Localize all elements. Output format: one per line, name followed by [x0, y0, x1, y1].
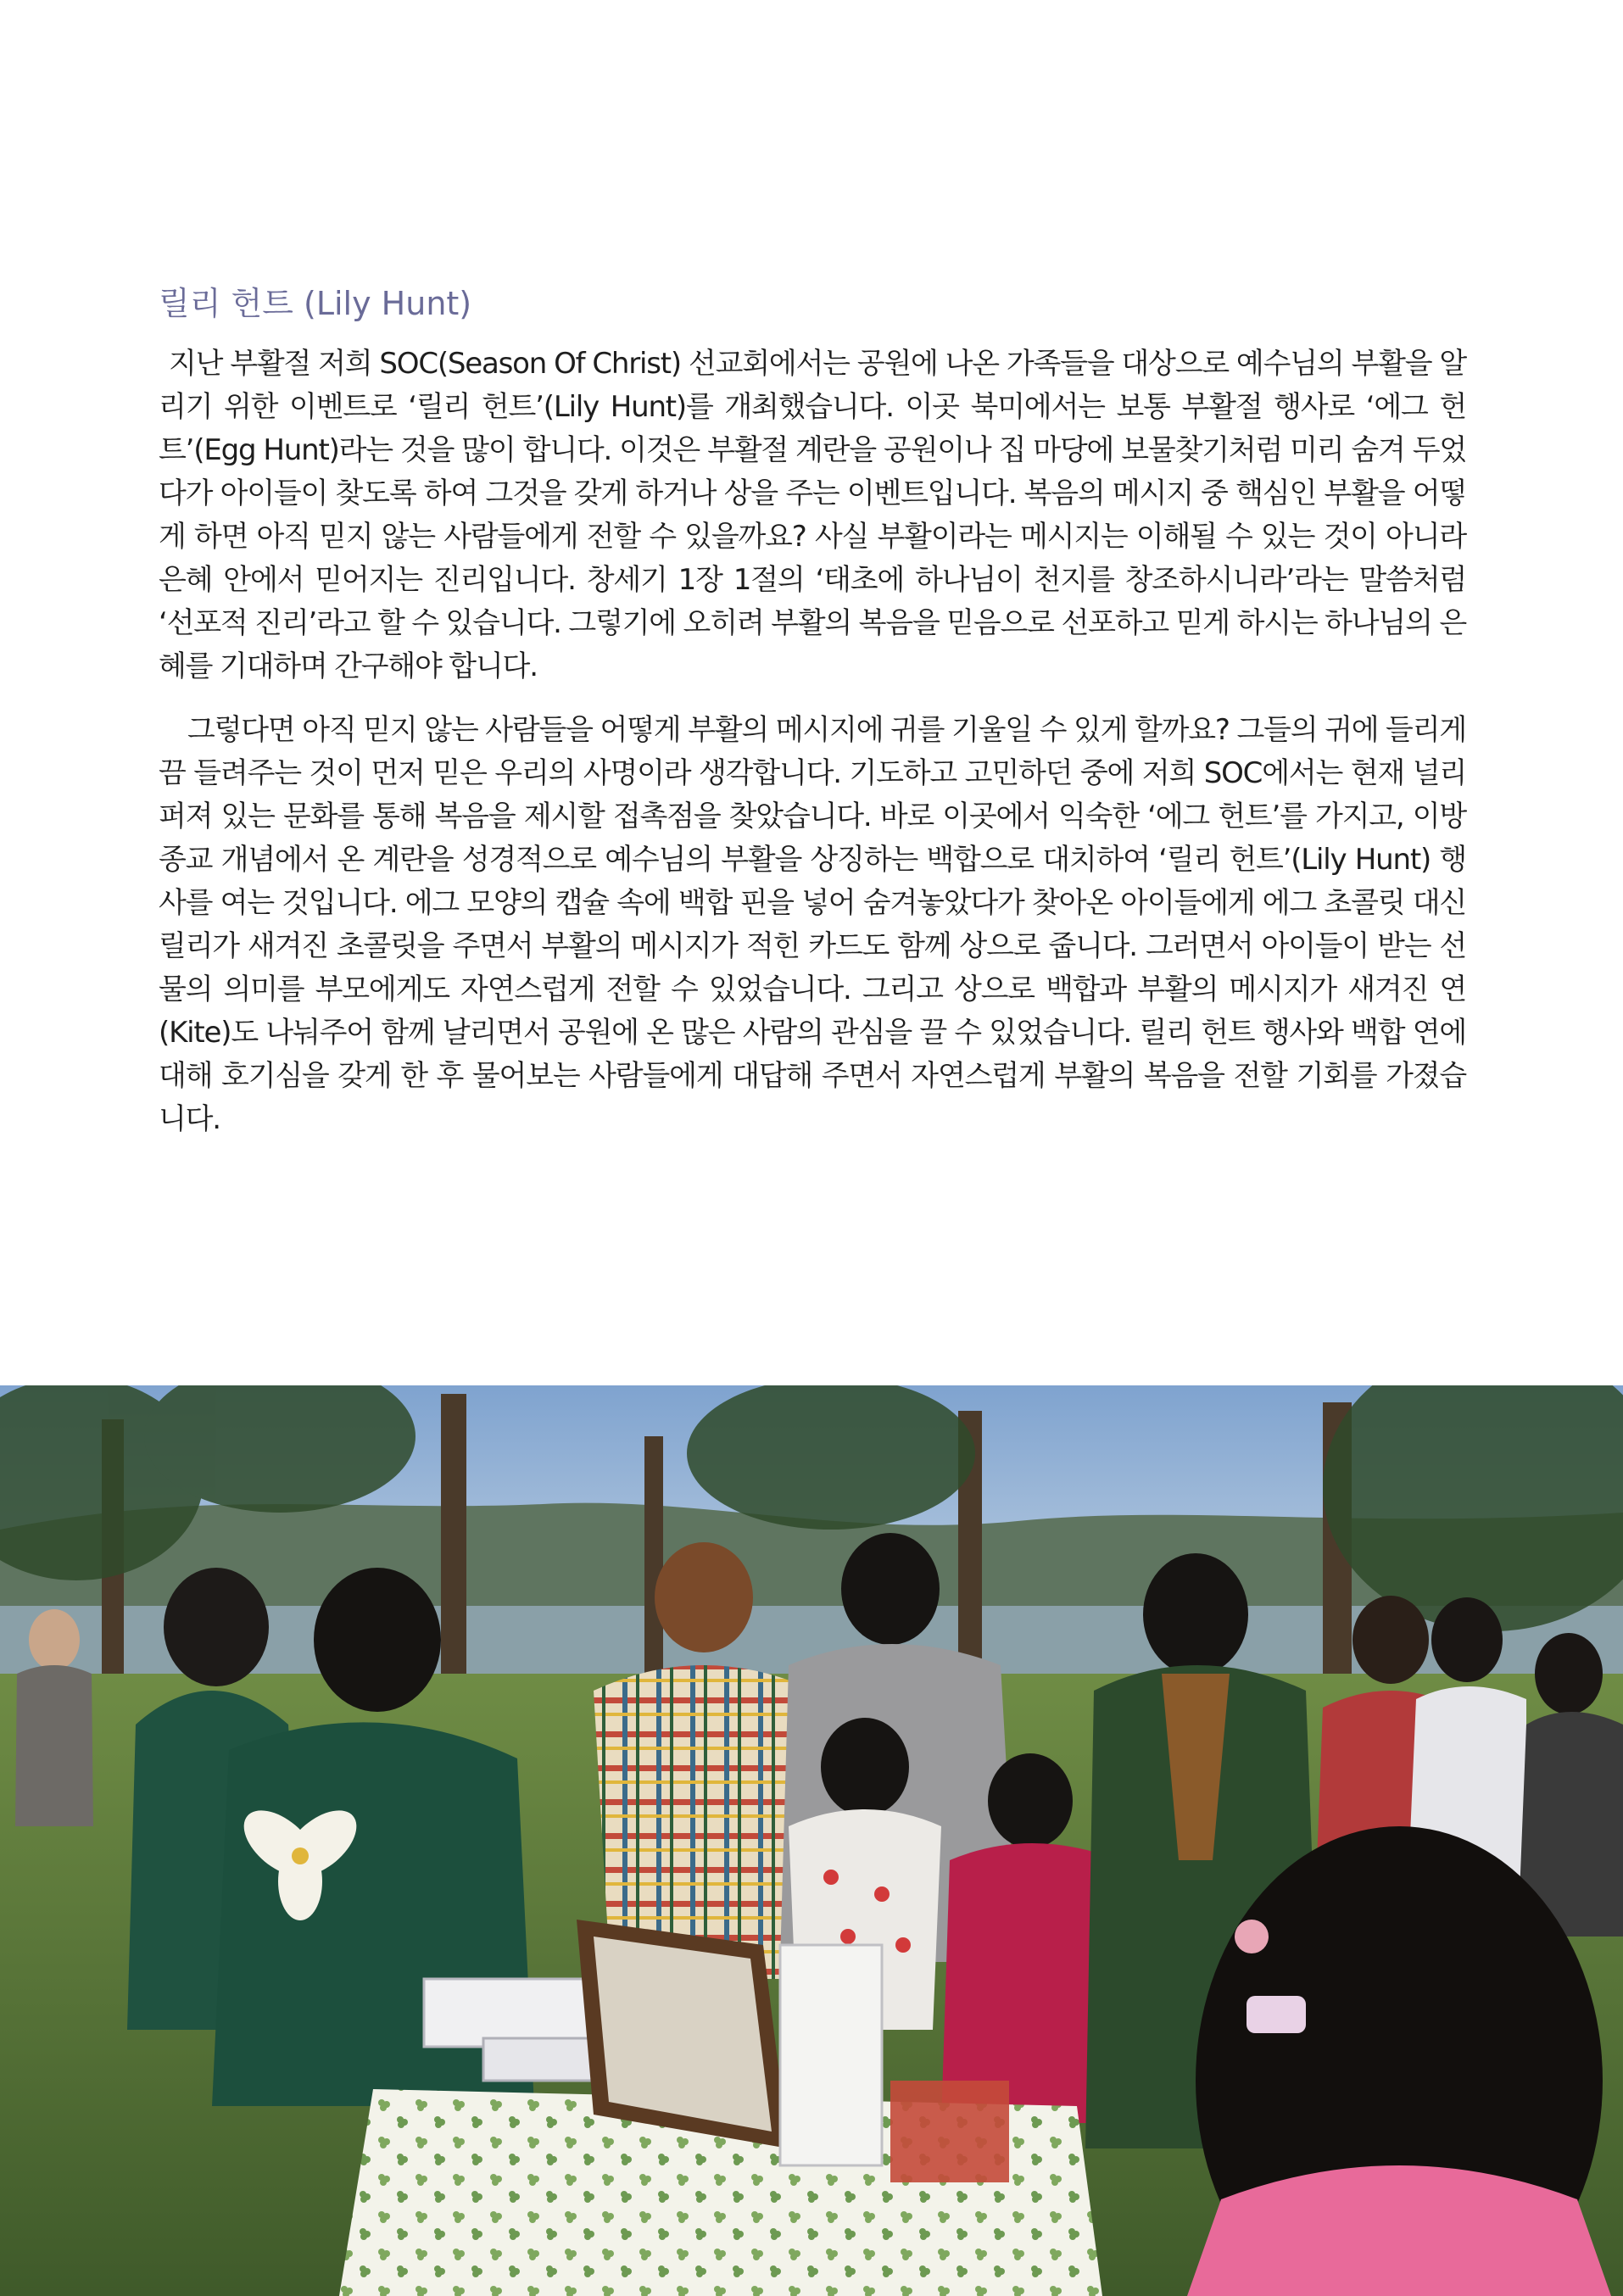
article [159, 280, 1466, 1162]
event-photo-illustration [0, 1385, 1623, 2296]
event-photo [0, 1385, 1623, 2296]
article-paragraph-2: 그렇다면 아직 믿지 않는 사람들을 어떻게 부활의 메시지에 귀를 기울일 수 있게 할까요? 그들의 귀에 들리게끔 들려주는 것이 먼저 믿은 우리의 사명이라 생각합니다. 기도하고 고민하던 중에 저희 SOC에서는 현재 널리 퍼져 있는 문화를 통해 복음을 제시할 접촉점을 찾았습니다. 바로 이곳에서 익숙한 ‘에그 헌트’를 가지고, 이방 종교 개념에서 온 계란을 성경적으로 예수님의 부활을 상징하는 백합으로 대치하여 ‘릴리 헌트’(Lily Hunt) 행사를 여는 것입니다. 에그 모양의 캡슐 속에 백합 핀을 넣어 숨겨놓았다가 찾아온 아이들에게 에그 초콜릿 대신 릴리가 새겨진 초콜릿을 주면서 부활의 메시지가 적힌 카드도 함께 상으로 줍니다. 그러면서 아이들이 받는 선물의 의미를 부모에게도 자연스럽게 전할 수 있었습니다. 그리고 상으로 백합과 부활의 메시지가 새겨진 연(Kite)도 나눠주어 함께 날리면서 공원에 온 많은 사람의 관심을 끌 수 있었습니다. 릴리 헌트 행사와 백합 연에 대해 호기심을 갖게 한 후 물어보는 사람들에게 대답해 주면서 자연스럽게 부활의 복음을 전할 기회를 가졌습니다. [159, 713, 1466, 1136]
article-paragraph-1: 지난 부활절 저희 SOC(Season Of Christ) 선교회에서는 공원에 나온 가족들을 대상으로 예수님의 부활을 알리기 위한 이벤트로 ‘릴리 헌트’(Lily Hunt)를 개최했습니다. 이곳 북미에서는 보통 부활절 행사로 ‘에그 헌트’(Egg Hunt)라는 것을 많이 합니다. 이것은 부활절 계란을 공원이나 집 마당에 보물찾기처럼 미리 숨겨 두었다가 아이들이 찾도록 하여 그것을 갖게 하거나 상을 주는 이벤트입니다. 복음의 메시지 중 핵심인 부활을 어떻게 하면 아직 믿지 않는 사람들에게 전할 수 있을까요? 사실 부활이라는 메시지는 이해될 수 있는 것이 아니라 은혜 안에서 믿어지는 진리입니다. 창세기 1장 1절의 ‘태초에 하나님이 천지를 창조하시니라’라는 말씀처럼 ‘선포적 진리’라고 할 수 있습니다. 그렇기에 오히려 부활의 복음을 믿음으로 선포하고 믿게 하시는 하나님의 은혜를 기대하며 간구해야 합니다. [159, 347, 1466, 683]
article-title: 릴리 헌트 (Lily Hunt) [159, 285, 472, 322]
